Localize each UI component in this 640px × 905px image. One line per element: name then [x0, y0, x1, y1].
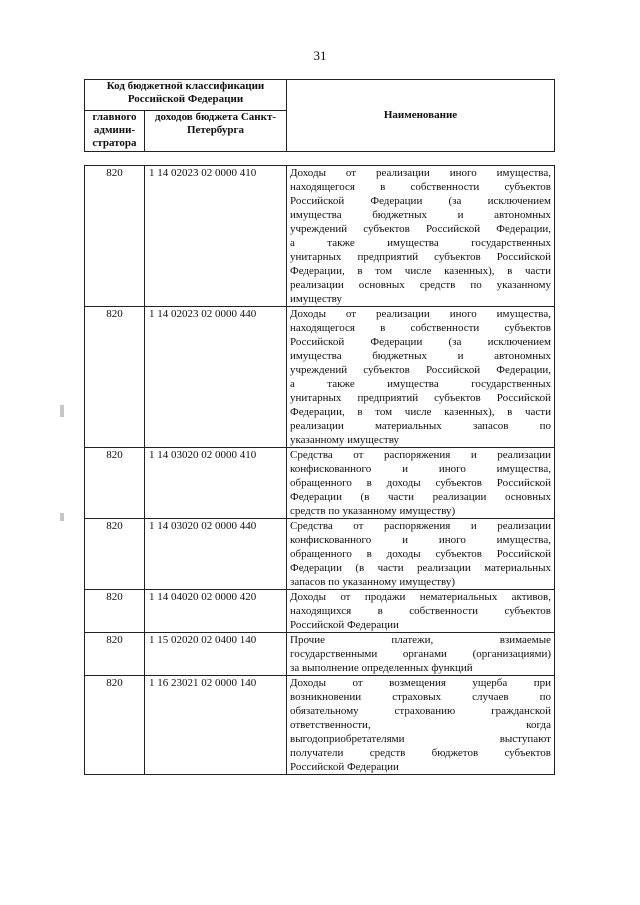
income-name-cell: [287, 166, 555, 307]
admin-code-cell: 820: [85, 307, 145, 448]
name-line: находящегося в собственности субъектов: [290, 181, 551, 193]
admin-code-cell: 820: [85, 448, 145, 519]
header-group-title: Код бюджетной классификации Российской Федерации: [85, 80, 287, 111]
name-line: Средства от распоряжения и реализации: [290, 520, 551, 532]
margin-scan-mark: [60, 405, 64, 417]
table-row: [85, 676, 555, 775]
name-line: выгодоприобретателями выступают: [290, 733, 551, 745]
income-name-cell: [287, 633, 555, 676]
name-line: Доходы от продажи нематериальных активов,: [290, 591, 551, 603]
admin-code-cell: 820: [85, 633, 145, 676]
name-line: ответственности, когда: [290, 719, 551, 731]
income-code-cell: 1 15 02020 02 0400 140: [145, 633, 287, 676]
name-line: унитарных предприятий субъектов Российской: [290, 392, 551, 404]
income-name-cell: [287, 676, 555, 775]
name-line: имущества бюджетных и автономных: [290, 209, 551, 221]
name-line: Российской Федерации: [290, 619, 399, 631]
name-line: Федерации, в том числе казенных), в части: [290, 406, 551, 418]
table-row: [85, 307, 555, 448]
page-number: 31: [313, 48, 327, 63]
admin-code-cell: 820: [85, 519, 145, 590]
name-line: Российской Федерации: [290, 761, 399, 773]
income-code-cell: 1 14 02023 02 0000 410: [145, 166, 287, 307]
name-line: получатели средств бюджетов субъектов: [290, 747, 551, 759]
name-line: а также имущества государственных: [290, 237, 551, 249]
name-line: конфискованного и иного имущества,: [290, 463, 551, 475]
name-line: Российской Федерации (за исключением: [290, 336, 551, 348]
name-line: Доходы от реализации иного имущества,: [290, 308, 551, 320]
name-line: Федерации (в части реализации материальных: [290, 562, 551, 574]
table-row: [85, 519, 555, 590]
name-line: а также имущества государственных: [290, 378, 551, 390]
name-line: имуществу: [290, 293, 342, 305]
table-header: [84, 79, 555, 152]
income-code-cell: 1 14 04020 02 0000 420: [145, 590, 287, 633]
header-col-name: Наименование: [287, 80, 555, 152]
admin-code-cell: 820: [85, 166, 145, 307]
name-line: находящегося в собственности субъектов: [290, 322, 551, 334]
name-line: конфискованного и иного имущества,: [290, 534, 551, 546]
header-col-admin: главного админи-стратора: [85, 111, 145, 152]
margin-scan-mark: [60, 513, 64, 521]
header-col-code: доходов бюджета Санкт-Петербурга: [145, 111, 287, 152]
name-line: Федерации, в том числе казенных), в части: [290, 265, 551, 277]
table-row: [85, 448, 555, 519]
income-code-cell: 1 16 23021 02 0000 140: [145, 676, 287, 775]
name-line: реализации основных средств по указанному: [290, 279, 551, 291]
name-line: унитарных предприятий субъектов Российской: [290, 251, 551, 263]
income-code-cell: 1 14 02023 02 0000 440: [145, 307, 287, 448]
income-name-cell: [287, 448, 555, 519]
name-line: обращенного в доходы субъектов Российской: [290, 477, 551, 489]
income-code-cell: 1 14 03020 02 0000 440: [145, 519, 287, 590]
income-code-cell: 1 14 03020 02 0000 410: [145, 448, 287, 519]
name-line: имущества бюджетных и автономных: [290, 350, 551, 362]
classification-table: [84, 165, 555, 775]
name-line: реализации материальных запасов по: [290, 420, 551, 432]
name-line: находящихся в собственности субъектов: [290, 605, 551, 617]
admin-code-cell: 820: [85, 676, 145, 775]
name-line: обращенного в доходы субъектов Российской: [290, 548, 551, 560]
name-line: средств по указанному имуществу): [290, 505, 456, 517]
name-line: Средства от распоряжения и реализации: [290, 449, 551, 461]
name-line: учреждений субъектов Российской Федерации,: [290, 364, 551, 376]
table-row: [85, 166, 555, 307]
name-line: Доходы от возмещения ущерба при: [290, 677, 551, 689]
income-name-cell: [287, 307, 555, 448]
name-line: обязательному страхованию гражданской: [290, 705, 551, 717]
name-line: государственными органами (организациями): [290, 648, 551, 660]
income-name-cell: [287, 519, 555, 590]
table-row: [85, 590, 555, 633]
name-line: Прочие платежи, взимаемые: [290, 634, 551, 646]
name-line: запасов по указанному имуществу): [290, 576, 456, 588]
income-name-cell: [287, 590, 555, 633]
name-line: возникновении страховых случаев по: [290, 691, 551, 703]
name-line: указанному имуществу: [290, 434, 400, 446]
table-row: [85, 633, 555, 676]
name-line: Российской Федерации (за исключением: [290, 195, 551, 207]
name-line: Федерации (в части реализации основных: [290, 491, 551, 503]
name-line: учреждений субъектов Российской Федерации,: [290, 223, 551, 235]
admin-code-cell: 820: [85, 590, 145, 633]
name-line: за выполнение определенных функций: [290, 662, 473, 674]
name-line: Доходы от реализации иного имущества,: [290, 167, 551, 179]
